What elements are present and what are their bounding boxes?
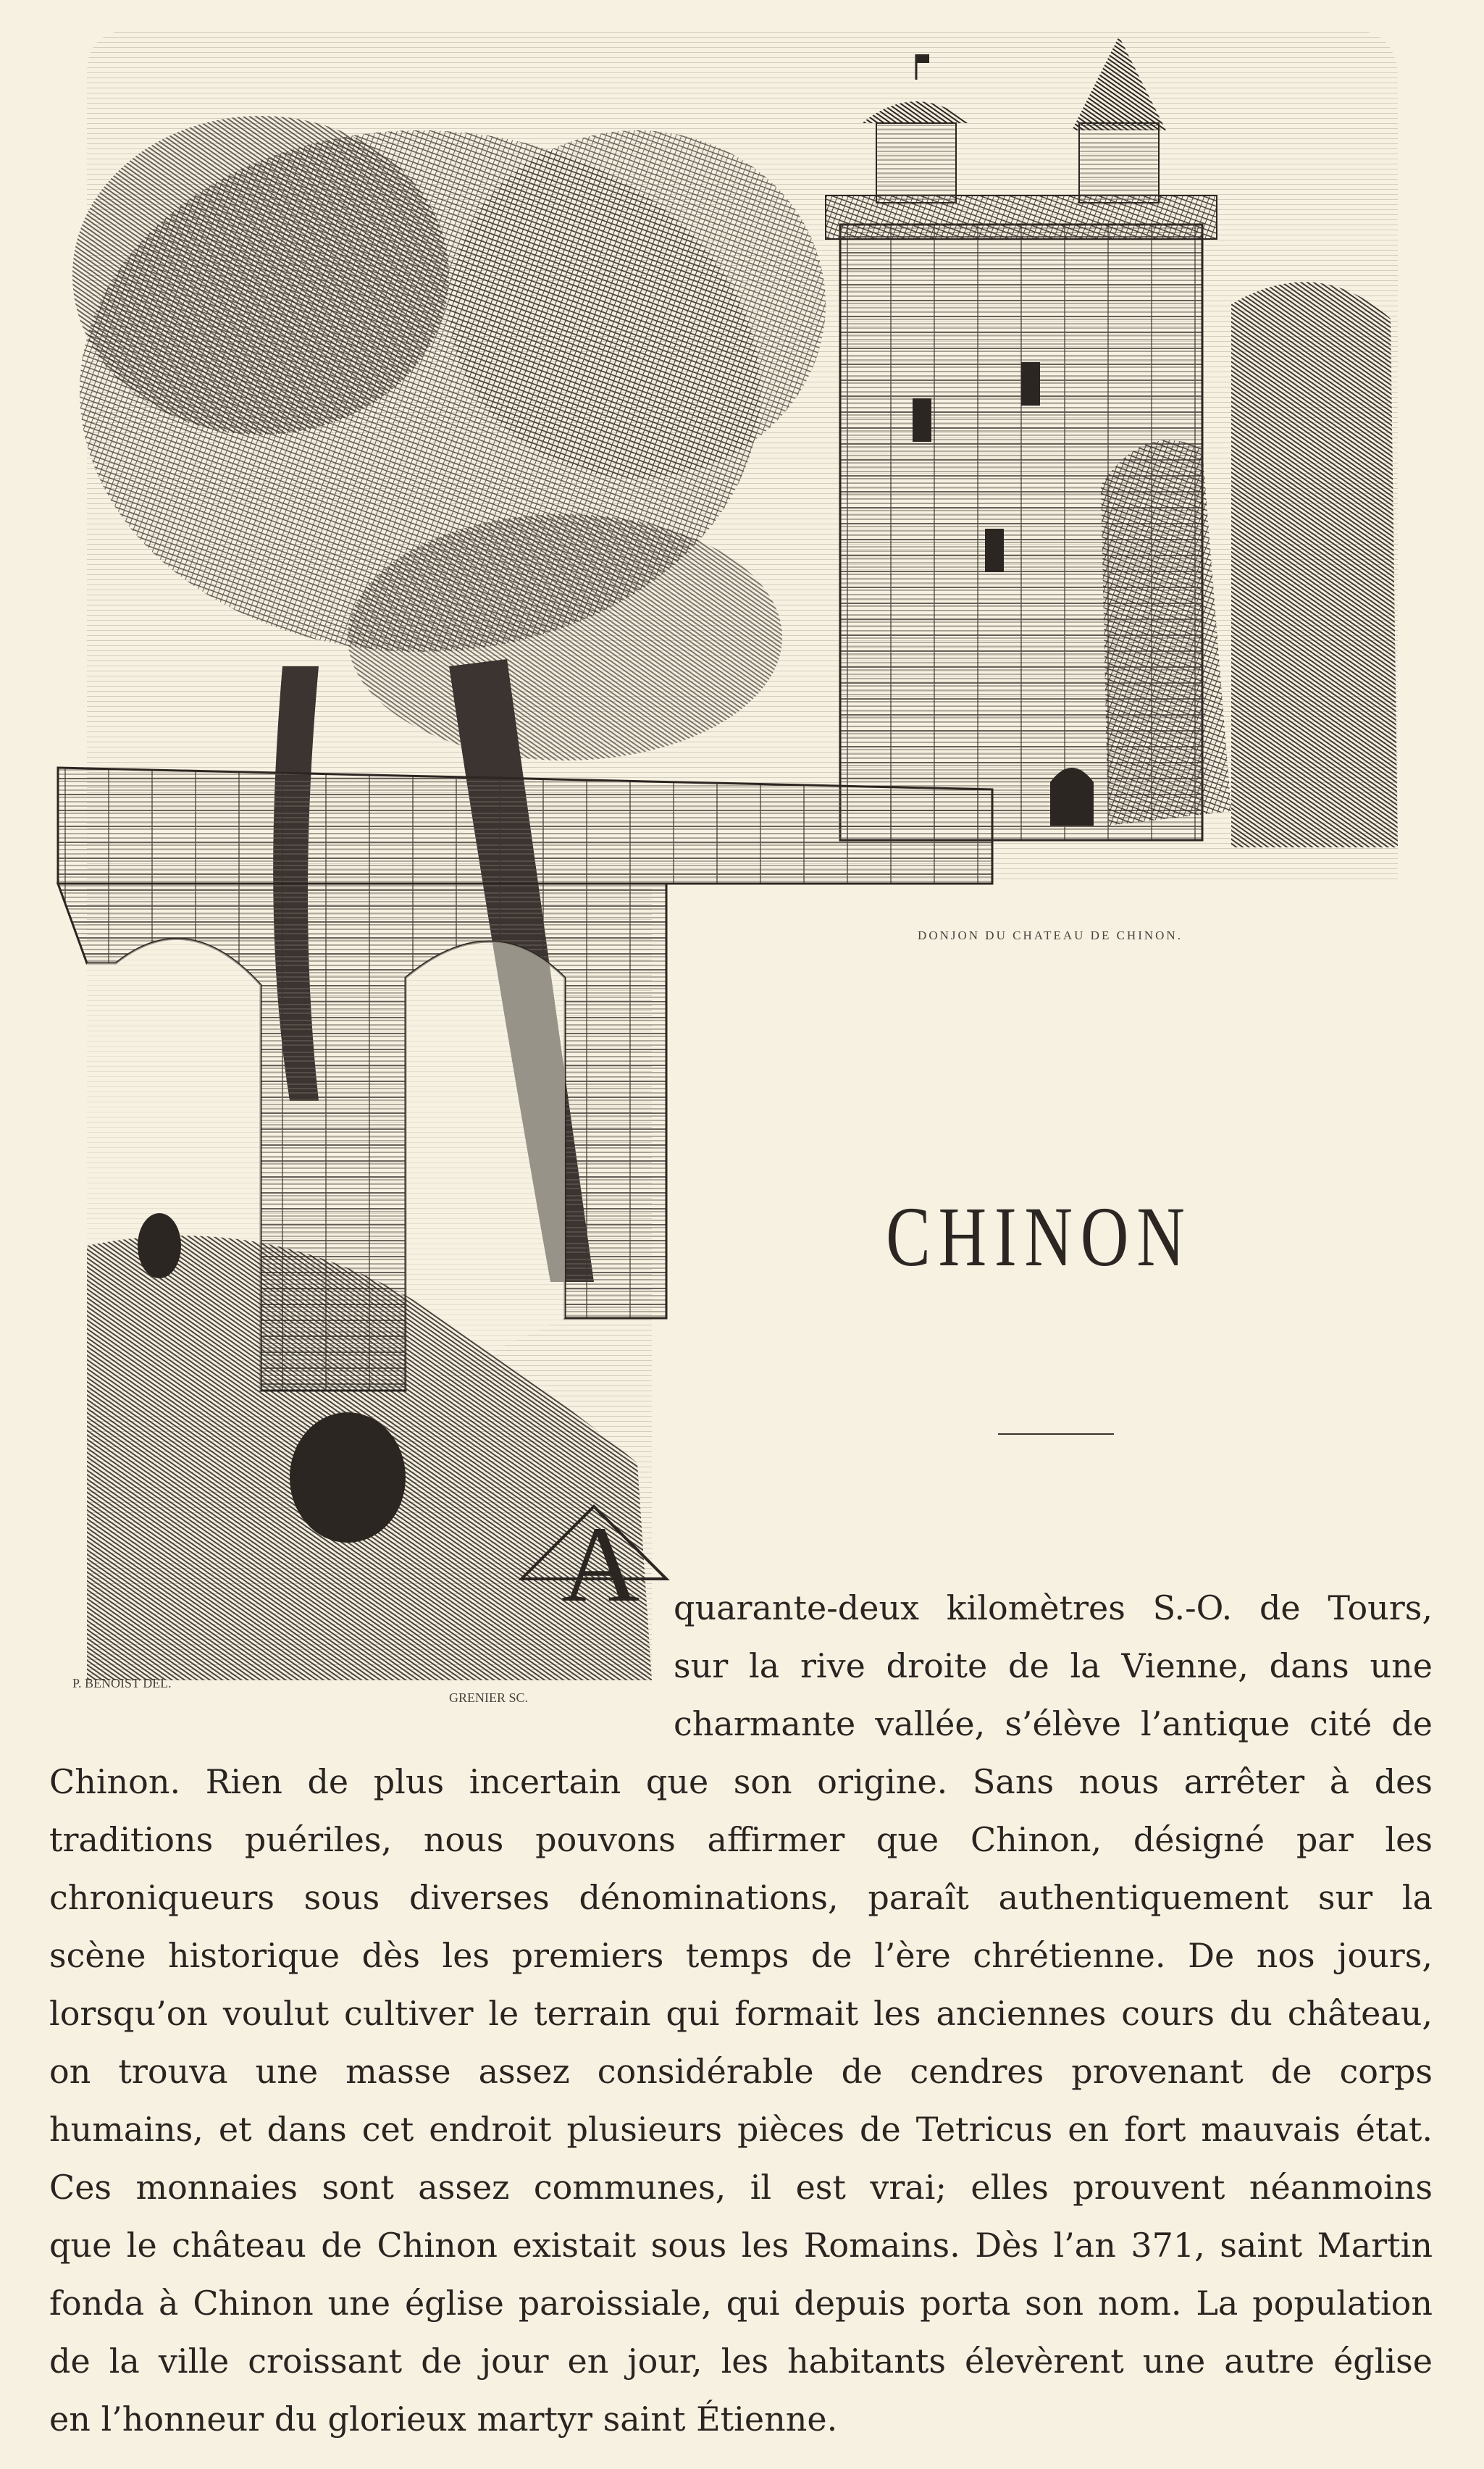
text-line: en l’honneur du glorieux martyr saint Étienne. — [49, 2399, 838, 2439]
text-line: on trouva une masse assez considérable de cendres provenant de corps — [49, 2052, 1433, 2091]
artist-signature-right: GRENIER SC. — [449, 1690, 529, 1705]
page-title: CHINON — [886, 1189, 1193, 1284]
svg-text:A: A — [561, 1504, 640, 1625]
text-line: lorsqu’on voulut cultiver le terrain qui formait les anciennes cours du château, — [49, 1994, 1433, 2033]
title-rule — [998, 1433, 1114, 1435]
text-line: chroniqueurs sous diverses dénominations, paraît authentiquement sur la — [49, 1878, 1433, 1917]
text-line: sur la rive droite de la Vienne, dans une — [674, 1646, 1433, 1685]
text-line: fonda à Chinon une église paroissiale, qui depuis porta son nom. La population — [49, 2284, 1433, 2323]
text-line: charmante vallée, s’élève l’antique cité de — [674, 1704, 1433, 1743]
text-line: que le château de Chinon existait sous les Romains. Dès l’an 371, saint Martin — [49, 2226, 1433, 2265]
text-line: de la ville croissant de jour en jour, les habitants élevèrent une autre église — [49, 2342, 1433, 2381]
text-line: quarante-deux kilomètres S.-O. de Tours, — [674, 1588, 1433, 1627]
text-line: traditions puériles, nous pouvons affirmer que Chinon, désigné par les — [49, 1820, 1433, 1859]
illustration-caption: DONJON DU CHATEAU DE CHINON. — [918, 929, 1183, 942]
text-line: scène historique dès les premiers temps de l’ère chrétienne. De nos jours, — [49, 1936, 1433, 1975]
engraving-illustration — [43, 14, 1441, 1724]
artist-signature-left: P. BENOIST DEL. — [72, 1676, 172, 1690]
text-line: Ces monnaies sont assez communes, il est vrai; elles prouvent néanmoins — [49, 2168, 1433, 2207]
text-line: Chinon. Rien de plus incertain que son origine. Sans nous arrêter à des — [49, 1762, 1433, 1801]
text-line: humains, et dans cet endroit plusieurs pièces de Tetricus en fort mauvais état. — [49, 2110, 1433, 2149]
